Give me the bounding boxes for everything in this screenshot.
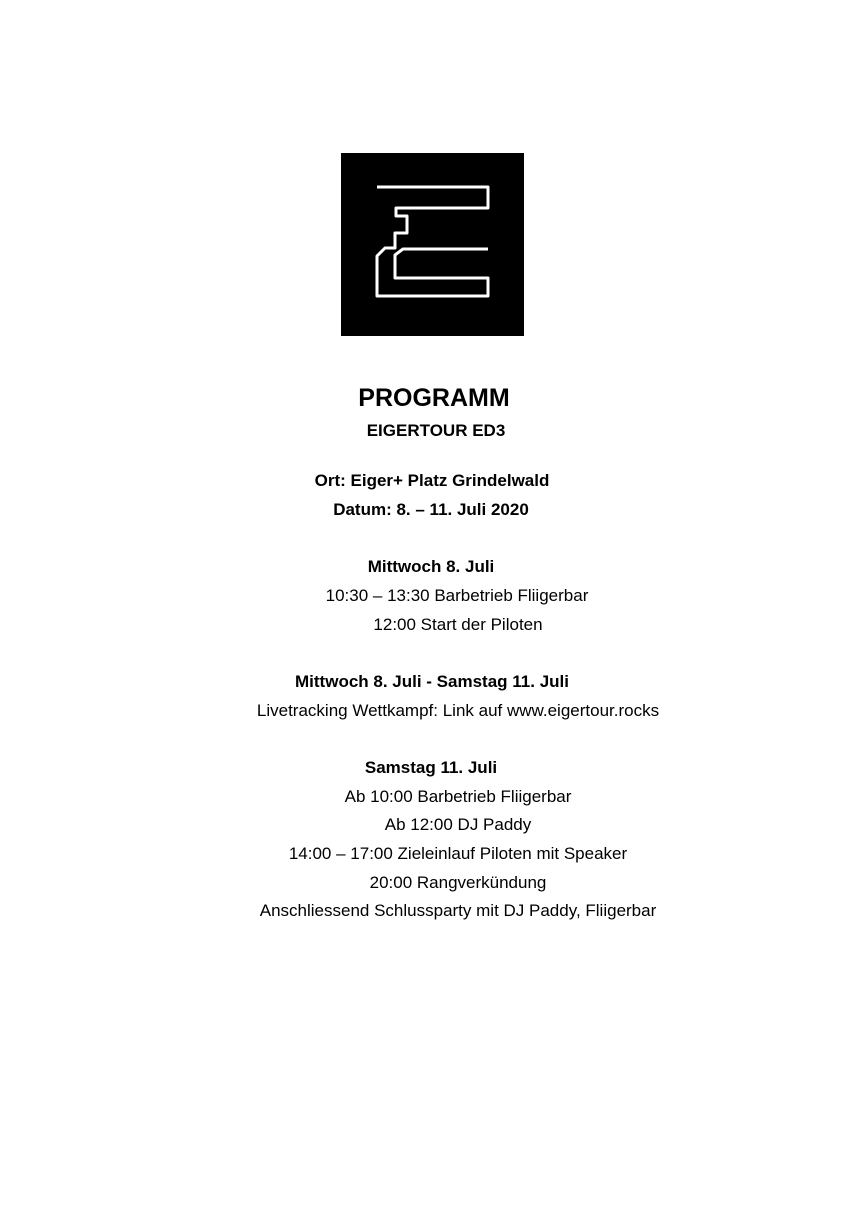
date-text: Datum: 8. – 11. Juli 2020: [333, 500, 529, 519]
section-heading-wednesday: Mittwoch 8. Juli: [367, 557, 495, 576]
schedule-item: Livetracking Wettkampf: Link auf www.eigertour.rocks: [256, 701, 660, 720]
section-heading-wednesday-saturday: Mittwoch 8. Juli - Samstag 11. Juli: [295, 672, 569, 691]
schedule-item: 14:00 – 17:00 Zieleinlauf Piloten mit Speaker: [288, 844, 628, 863]
schedule-item: 20:00 Rangverkündung: [369, 873, 547, 892]
schedule-item: Anschliessend Schlussparty mit DJ Paddy, Fliigerbar: [259, 901, 657, 920]
schedule-item: 12:00 Start der Piloten: [373, 615, 543, 634]
page-title: PROGRAMM: [358, 384, 510, 412]
eigertour-e-logo-icon: [341, 153, 524, 336]
location-text: Ort: Eiger+ Platz Grindelwald: [314, 471, 550, 490]
section-heading-saturday: Samstag 11. Juli: [364, 758, 498, 777]
schedule-item: Ab 12:00 DJ Paddy: [384, 815, 532, 834]
eigertour-logo: [341, 153, 524, 336]
schedule-item: 10:30 – 13:30 Barbetrieb Fliigerbar: [325, 586, 589, 605]
schedule-item: Ab 10:00 Barbetrieb Fliigerbar: [344, 787, 572, 806]
event-subtitle: EIGERTOUR ED3: [366, 421, 506, 440]
